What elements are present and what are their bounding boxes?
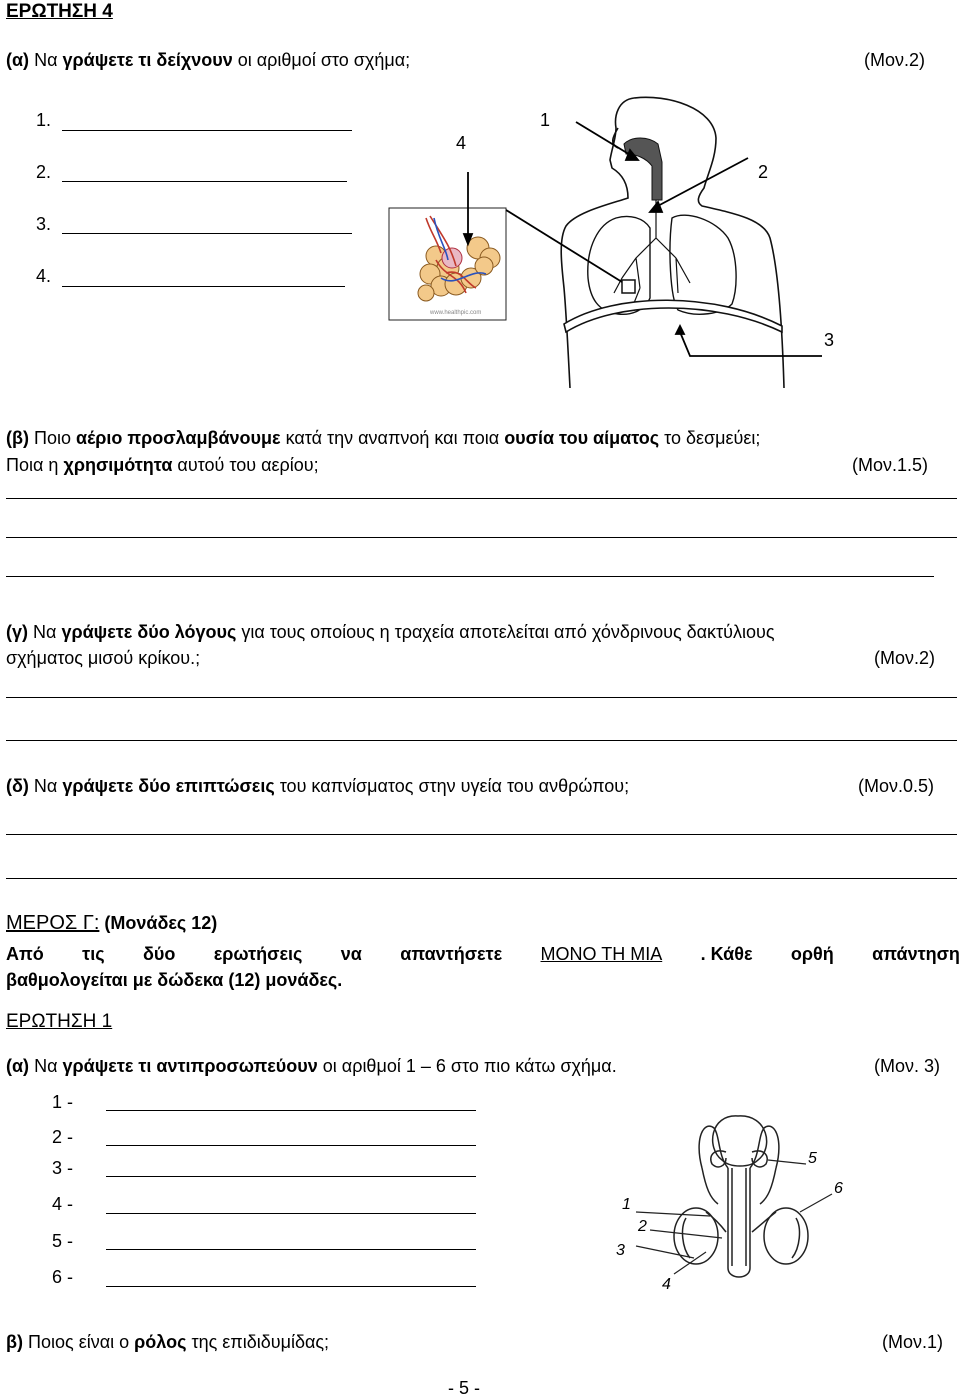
answer-label-2: 2. <box>36 162 52 182</box>
question-1b-text: β) Ποιος είναι ο ρόλος της επιδιδυμίδας; <box>6 1332 330 1352</box>
q1-answer-label-4: 4 - <box>52 1194 74 1214</box>
diaphragm <box>564 300 782 332</box>
svg-text:www.healthpic.com: www.healthpic.com <box>430 310 482 316</box>
q1-answer-label-3: 3 - <box>52 1158 74 1178</box>
figure-label-4: 4 <box>456 133 467 153</box>
q1-figure-label-5: 5 <box>808 1150 817 1167</box>
answer-line-4c-1[interactable] <box>6 697 957 698</box>
question-4b-text-line1: (β) Ποιο αέριο προσλαμβάνουμε κατά την αναπνοή και ποια ουσία του αίματος το δεσμεύει; <box>6 428 761 448</box>
q1-figure-label-1: 1 <box>622 1196 631 1213</box>
question-4a-marks: (Μον.2) <box>864 50 926 70</box>
figure-label-1: 1 <box>540 110 551 130</box>
answer-line-4b-3[interactable] <box>6 576 934 577</box>
answer-line-4d-2[interactable] <box>6 878 957 879</box>
answer-label-1: 1. <box>36 110 52 130</box>
question-4c-marks: (Μον.2) <box>874 648 936 668</box>
part-c-heading: ΜΕΡΟΣ Γ: (Μονάδες 12) <box>6 912 218 934</box>
answer-label-3: 3. <box>36 214 52 234</box>
question-1a-marks: (Μον. 3) <box>874 1056 941 1076</box>
q1-figure-label-4: 4 <box>662 1276 671 1293</box>
part-c-instructions-line2: βαθμολογείται με δώδεκα (12) μονάδες. <box>6 970 343 990</box>
answer-label-4: 4. <box>36 266 52 286</box>
question-4d-marks: (Μον.0.5) <box>858 776 935 796</box>
reproductive-system-diagram <box>610 1108 860 1298</box>
question-4b-marks: (Μον.1.5) <box>852 455 929 475</box>
answer-line-4b-1[interactable] <box>6 498 957 499</box>
q1-figure-label-2: 2 <box>638 1218 647 1235</box>
answer-line-4d-1[interactable] <box>6 834 957 835</box>
question-4c-text-line2: σχήματος μισού κρίκου.; <box>6 648 201 668</box>
q1-answer-label-1: 1 - <box>52 1092 74 1112</box>
question-4c-text-line1: (γ) Να γράψετε δύο λόγους για τους οποίους η τραχεία αποτελείται από χόνδρινους δακτύλιους <box>6 622 775 642</box>
q1-answer-line-3[interactable] <box>106 1176 476 1177</box>
airway-trachea <box>624 138 662 200</box>
q1-answer-line-6[interactable] <box>106 1286 476 1287</box>
answer-line-1[interactable] <box>62 130 352 131</box>
q1-figure-label-3: 3 <box>616 1242 625 1259</box>
question-4-title: ΕΡΩΤΗΣΗ 4 <box>6 1 113 22</box>
question-4a-text: (α) Να γράψετε τι δείχνουν οι αριθμοί στο σχήμα; <box>6 50 411 70</box>
answer-line-2[interactable] <box>62 181 347 182</box>
lungs <box>588 215 736 314</box>
question-1-title: ΕΡΩΤΗΣΗ 1 <box>6 1011 113 1032</box>
q1-answer-label-2: 2 - <box>52 1127 74 1147</box>
q1-answer-line-2[interactable] <box>106 1145 476 1146</box>
answer-line-3[interactable] <box>62 233 352 234</box>
q1-figure-label-6: 6 <box>834 1180 843 1197</box>
question-4d-text: (δ) Να γράψετε δύο επιπτώσεις του καπνίσματος στην υγεία του ανθρώπου; <box>6 776 630 796</box>
q1-answer-line-5[interactable] <box>106 1249 476 1250</box>
q1-answer-label-6: 6 - <box>52 1267 74 1287</box>
question-1a-text: (α) Να γράψετε τι αντιπροσωπεύουν οι αριθμοί 1 – 6 στο πιο κάτω σχήμα. <box>6 1056 617 1076</box>
q1-answer-line-4[interactable] <box>106 1213 476 1214</box>
part-c-instructions-line1: Από τις δύο ερωτήσεις να απαντήσετε ΜΟΝΟ ΤΗ ΜΙΑ . Κάθε ορθή απάντηση <box>6 944 960 964</box>
answer-line-4[interactable] <box>62 286 345 287</box>
answer-line-4c-2[interactable] <box>6 740 957 741</box>
question-4b-text-line2: Ποια η χρησιμότητα αυτού του αερίου; <box>6 455 319 475</box>
q1-answer-line-1[interactable] <box>106 1110 476 1111</box>
q1-answer-label-5: 5 - <box>52 1231 74 1251</box>
page-number: - 5 - <box>448 1378 481 1398</box>
figure-label-3: 3 <box>824 330 835 350</box>
question-1b-marks: (Μον.1) <box>882 1332 944 1352</box>
figure-label-2: 2 <box>758 162 769 182</box>
answer-line-4b-2[interactable] <box>6 537 957 538</box>
